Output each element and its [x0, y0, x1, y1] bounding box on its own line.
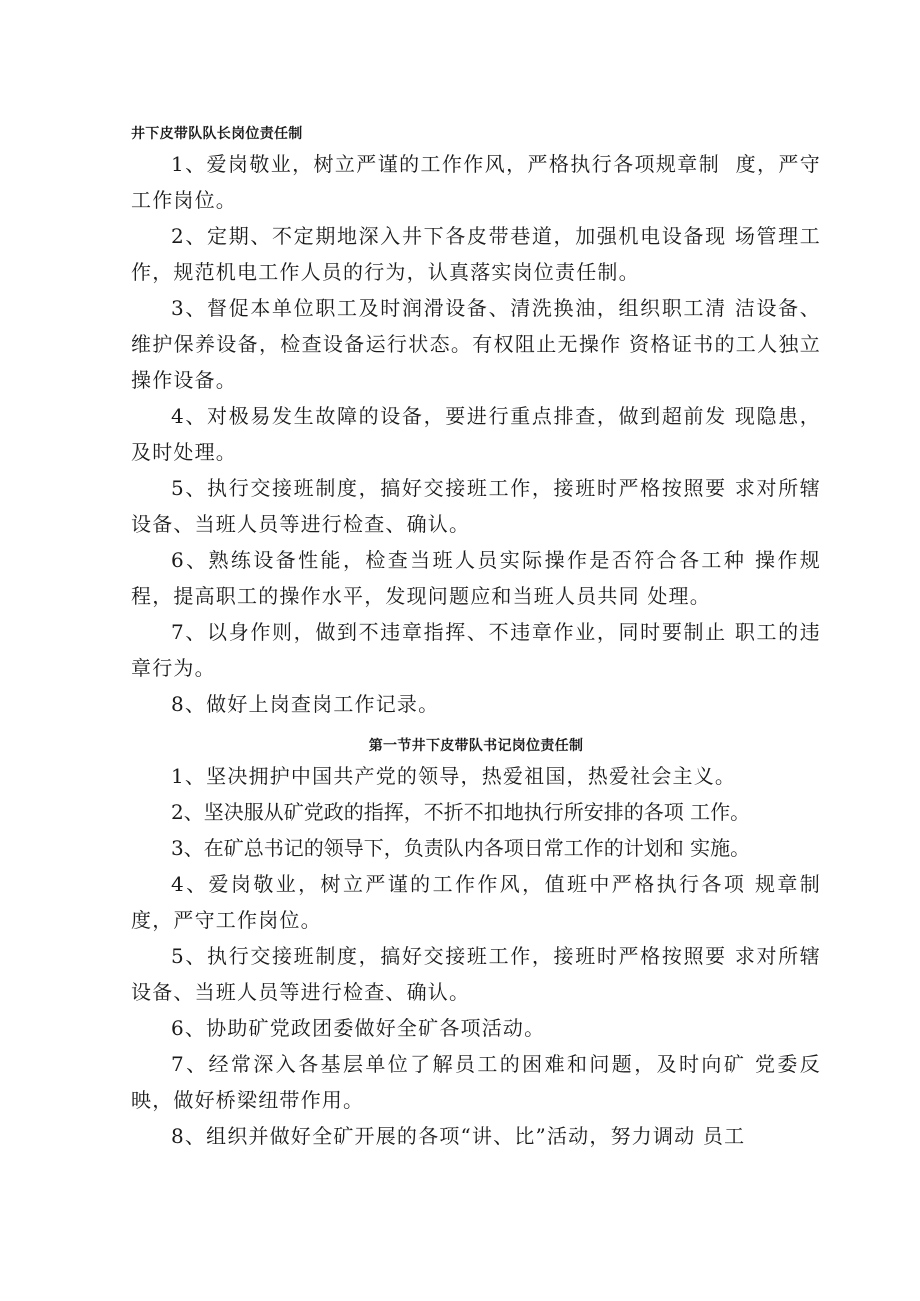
document-page [131, 124, 821, 1154]
secretary-duty-4: 4、爱岗敬业，树立严谨的工作作风，值班中严格执行各项 规章制度，严守工作岗位。 [131, 872, 821, 932]
secretary-duty-6: 6、协助矿党政团委做好全矿各项活动。 [171, 1016, 546, 1040]
section-title-party-secretary: 第一节井下皮带队书记岗位责任制 [368, 738, 584, 754]
secretary-duty-5: 5、执行交接班制度，搞好交接班工作，接班时严格按照要 求对所辖设备、当班人员等进行检查、确认。 [131, 944, 821, 1004]
leader-duty-7: 7、以身作则，做到不违章指挥、不违章作业，同时要制止 职工的违章行为。 [131, 620, 821, 680]
leader-duty-4: 4、对极易发生故障的设备，要进行重点排查，做到超前发 现隐患，及时处理。 [131, 404, 821, 464]
leader-duty-5: 5、执行交接班制度，搞好交接班工作，接班时严格按照要 求对所辖设备、当班人员等进行检查、确认。 [131, 476, 821, 536]
leader-duty-1: 1、爱岗敬业，树立严谨的工作作风，严格执行各项规章制 度，严守工作岗位。 [131, 152, 821, 212]
leader-duty-3: 3、督促本单位职工及时润滑设备、清洗换油，组织职工清 洁设备、维护保养设备，检查设备运行状态。有权阻止无操作 资格证书的工人独立操作设备。 [131, 296, 821, 392]
secretary-duty-7: 7、经常深入各基层单位了解员工的困难和问题，及时向矿 党委反映，做好桥梁纽带作用。 [131, 1052, 821, 1112]
leader-duty-6: 6、熟练设备性能，检查当班人员实际操作是否符合各工种 操作规程，提高职工的操作水平，发现问题应和当班人员共同 处理。 [131, 548, 821, 608]
secretary-duty-3: 3、在矿总书记的领导下，负责队内各项日常工作的计划和 实施。 [171, 836, 751, 860]
leader-duty-8: 8、做好上岗查岗工作记录。 [171, 692, 440, 716]
section-title-team-leader: 井下皮带队队长岗位责任制 [131, 126, 303, 142]
leader-duty-2: 2、定期、不定期地深入井下各皮带巷道，加强机电设备现 场管理工作，规范机电工作人员的行为，认真落实岗位责任制。 [131, 224, 821, 284]
secretary-duty-2: 2、坚决服从矿党政的指挥，不折不扣地执行所安排的各项 工作。 [171, 800, 751, 824]
secretary-duty-8: 8、组织并做好全矿开展的各项“讲、比”活动，努力调动 员工 [171, 1124, 746, 1148]
secretary-duty-1: 1、坚决拥护中国共产党的领导，热爱祖国，热爱社会主义。 [171, 764, 737, 788]
